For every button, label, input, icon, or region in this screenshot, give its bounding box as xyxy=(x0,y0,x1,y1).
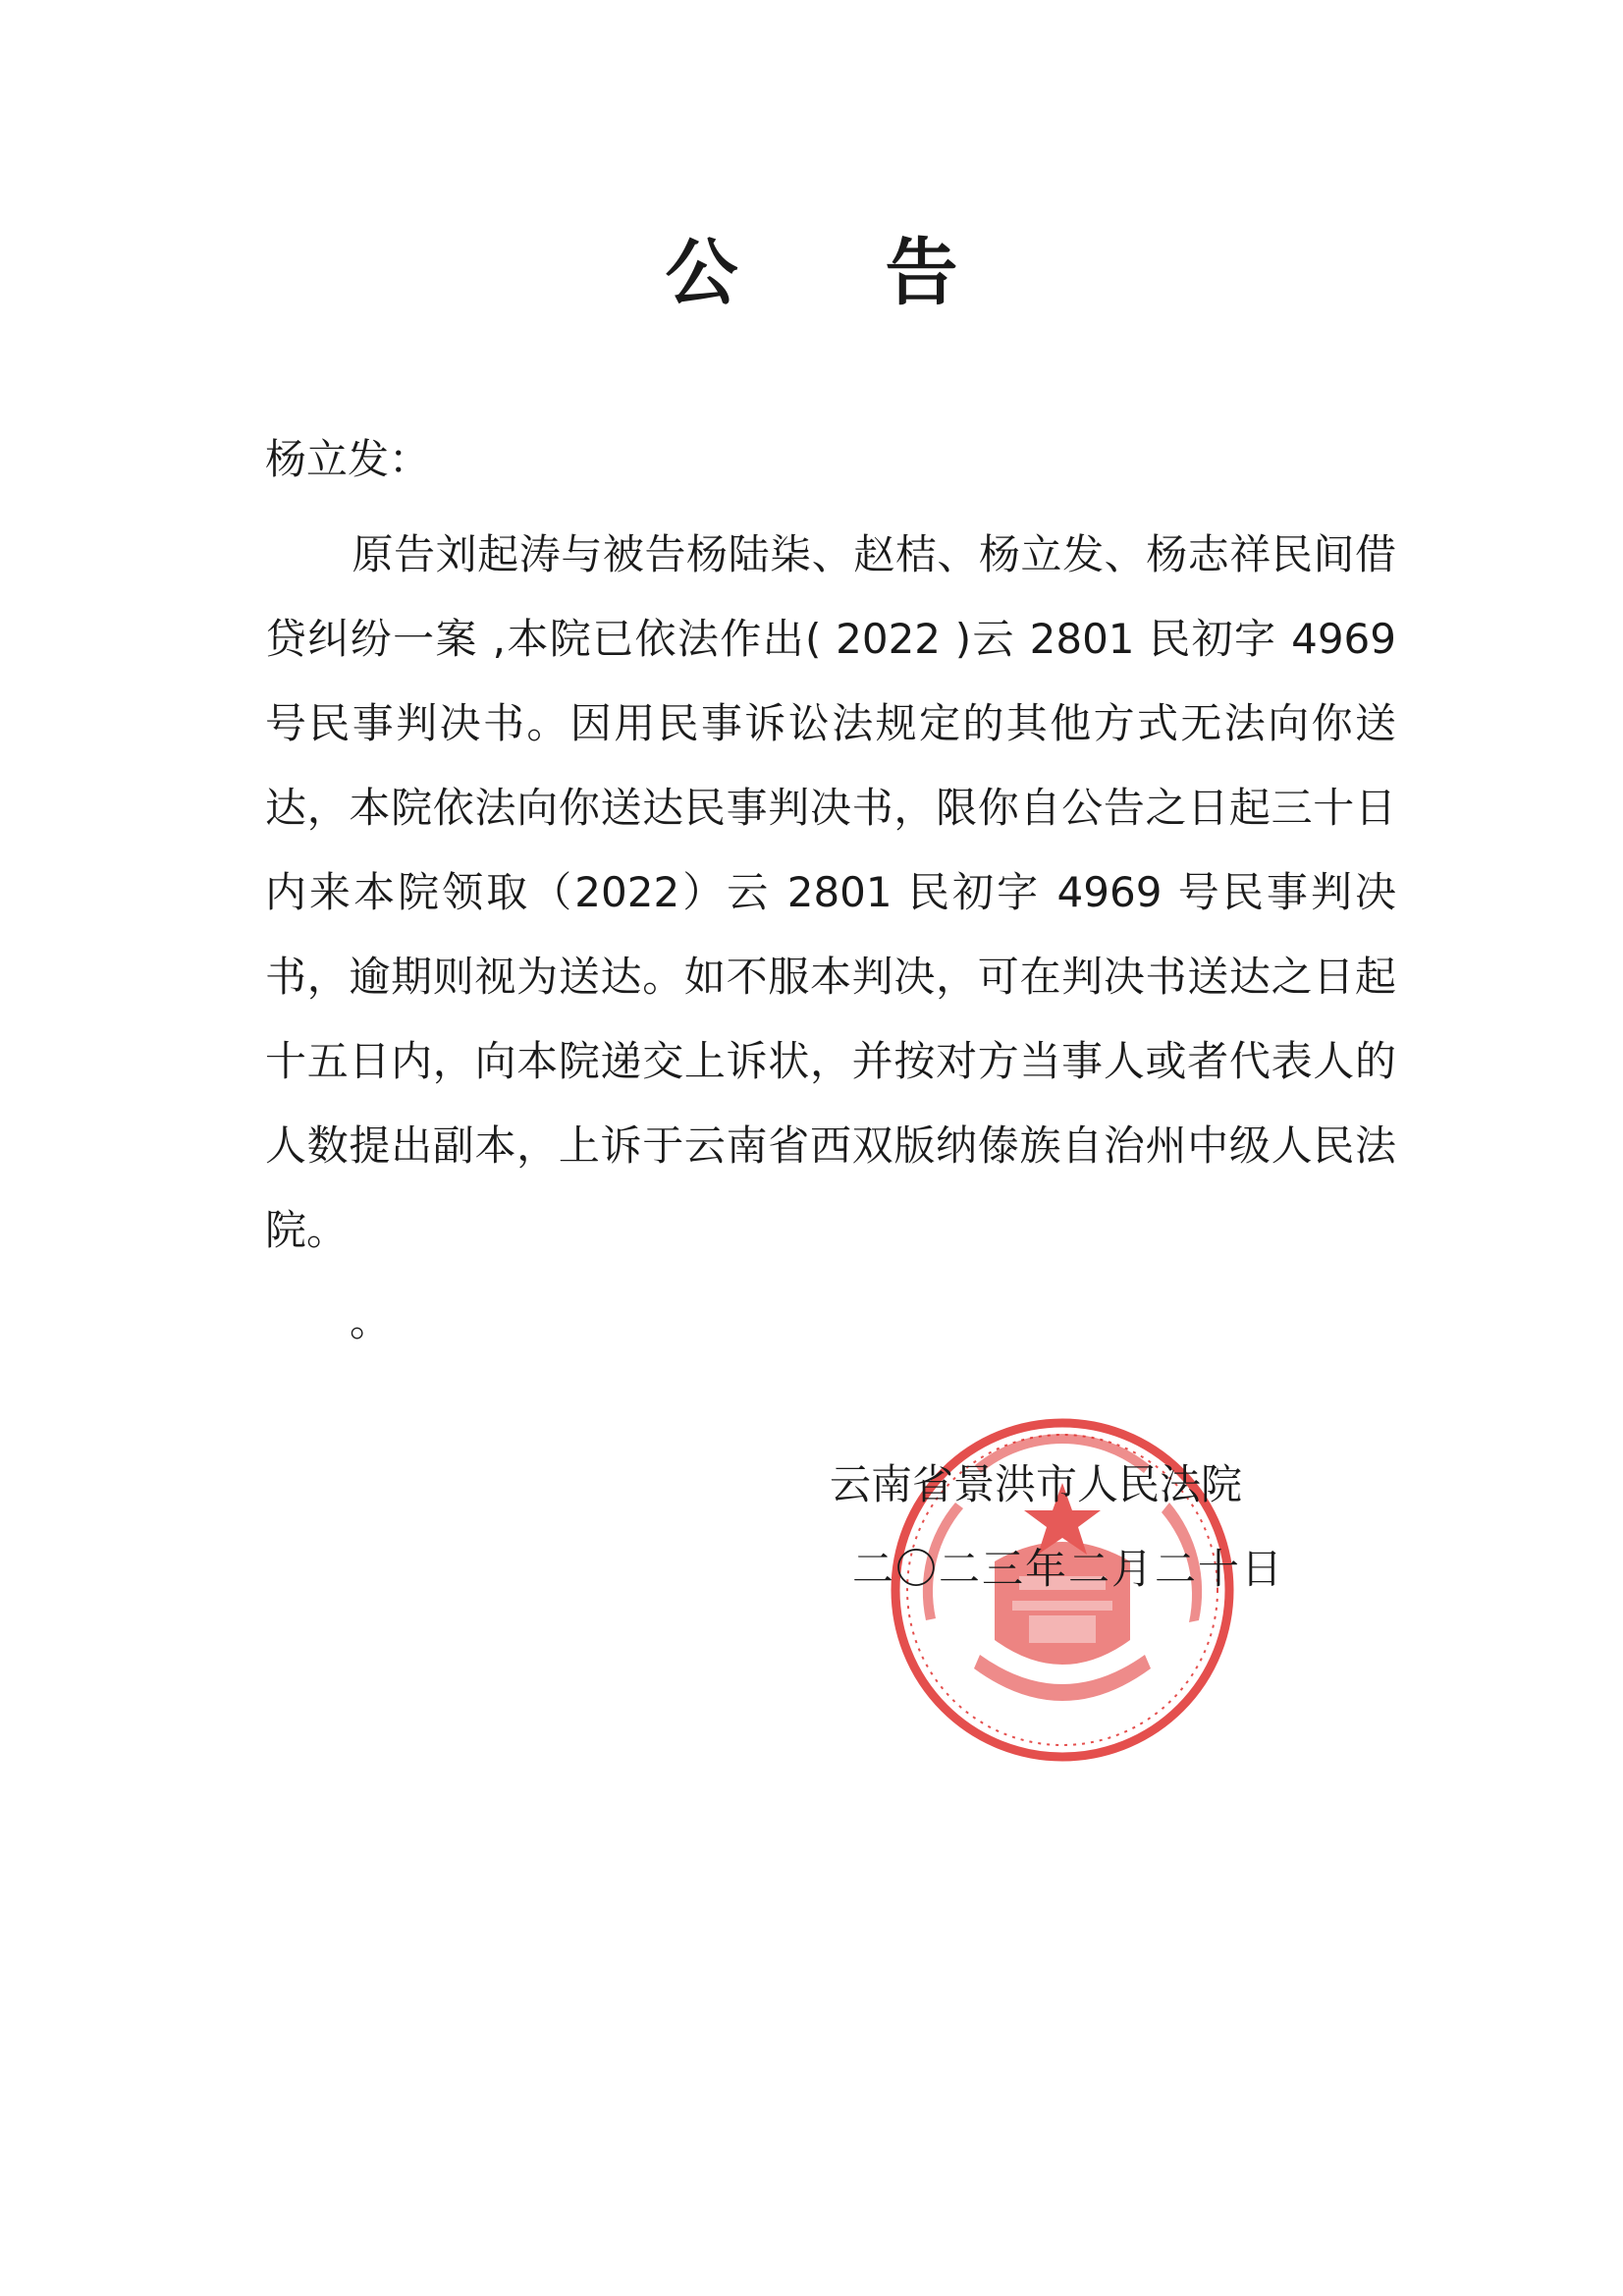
addressee: 杨立发： xyxy=(265,435,431,483)
signature-court-name: 云南省景洪市人民法院 xyxy=(830,1460,1243,1508)
title-char-1: 公 xyxy=(665,231,738,315)
document-title xyxy=(0,224,1623,322)
title-char-2: 告 xyxy=(885,231,958,315)
signature-date: 二〇二三年二月二十日 xyxy=(852,1545,1285,1593)
body-paragraph: 原告刘起涛与被告杨陆柒、赵桔、杨立发、杨志祥民间借贷纠纷一案 ,本院已依法作出( 2022 )云 2801 民初字 4969 号民事判决书。因用民事诉讼法规定的其他方式无法向你送达，本院依法向你送达民事判决书，限你自公告之日起三十日内来本院领取（2022）云 2801 民初字 4969 号民事判决书，逾期则视为送达。如不服本判决，可在判决书送达之日起十五日内，向本院递交上诉状，并按对方当事人或者代表人的人数提出副本，上诉于云南省西双版纳傣族自治州中级人民法院。 xyxy=(265,530,1396,1254)
stray-period: 。 xyxy=(350,1297,392,1345)
body-paragraph-container xyxy=(265,513,1396,1273)
